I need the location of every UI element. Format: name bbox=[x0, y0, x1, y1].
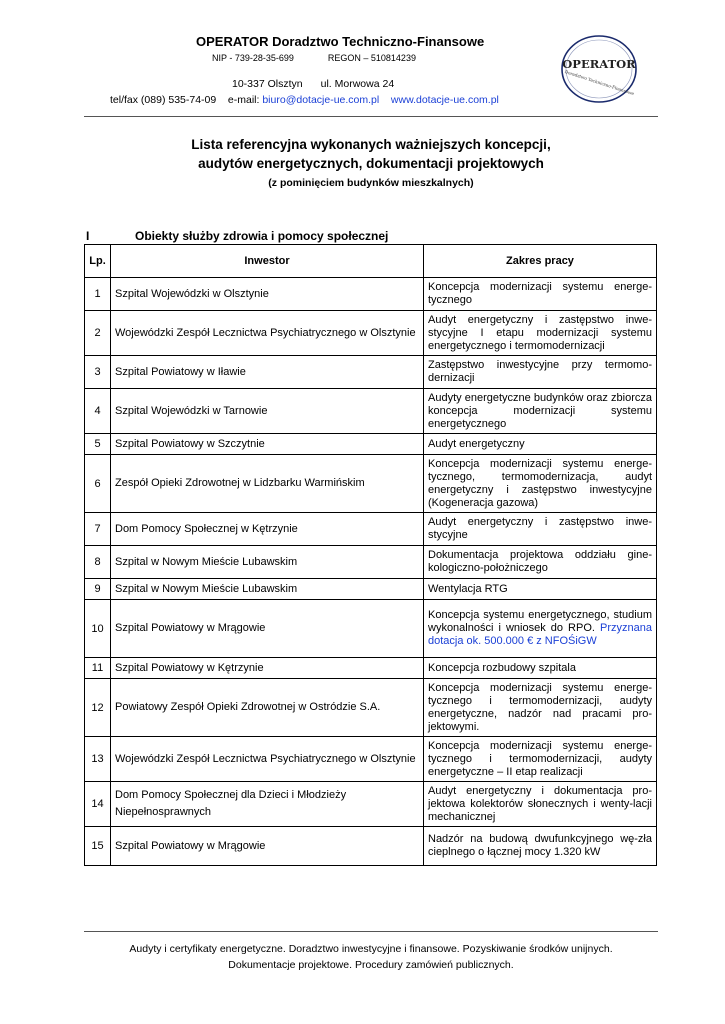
row-number: 10 bbox=[85, 600, 111, 658]
table-row bbox=[85, 782, 657, 827]
table-row bbox=[85, 658, 657, 679]
row-investor: Dom Pomocy Społecznej dla Dzieci i Młodzieży Niepełnosprawnych bbox=[111, 782, 424, 827]
section-title: Obiekty służby zdrowia i pomocy społecznej bbox=[135, 229, 389, 243]
row-number: 15 bbox=[85, 827, 111, 866]
table-row bbox=[85, 737, 657, 782]
row-scope: Audyt energetyczny i dokumentacja pro-jektowa kolektorów słonecznych i wenty-lacji mechanicznej bbox=[424, 782, 657, 827]
row-scope: Koncepcja modernizacji systemu energe-tycznego, termomodernizacja, audyt energetyczny i zastępstwo inwestycyjne (Kogeneracja gazowa) bbox=[424, 455, 657, 513]
row-investor: Dom Pomocy Społecznej w Kętrzynie bbox=[111, 513, 424, 546]
row-scope: Koncepcja modernizacji systemu energe-tycznego i termomodernizacji, audyty energetyczne – II etap realizacji bbox=[424, 737, 657, 782]
table-header-row bbox=[85, 245, 657, 278]
row-investor: Zespół Opieki Zdrowotnej w Lidzbarku Warmińskim bbox=[111, 455, 424, 513]
row-investor: Szpital Wojewódzki w Olsztynie bbox=[111, 278, 424, 311]
table-row bbox=[85, 356, 657, 389]
row-investor: Szpital w Nowym Mieście Lubawskim bbox=[111, 546, 424, 579]
table-row bbox=[85, 455, 657, 513]
table-row bbox=[85, 600, 657, 658]
row-investor: Wojewódzki Zespół Lecznictwa Psychiatrycznego w Olsztynie bbox=[111, 737, 424, 782]
regon-number: REGON – 510814239 bbox=[327, 53, 416, 63]
operator-logo bbox=[560, 34, 638, 104]
phone-fax: tel/fax (089) 535-74-09 bbox=[110, 94, 217, 106]
row-investor: Szpital w Nowym Mieście Lubawskim bbox=[111, 579, 424, 600]
table-row bbox=[85, 311, 657, 356]
column-header-scope: Zakres pracy bbox=[424, 245, 657, 278]
table-row bbox=[85, 513, 657, 546]
row-scope bbox=[424, 600, 657, 658]
header-divider bbox=[84, 116, 658, 117]
table-row bbox=[85, 389, 657, 434]
row-number: 5 bbox=[85, 434, 111, 455]
row-investor: Szpital Powiatowy w Mrągowie bbox=[111, 827, 424, 866]
email-label: e-mail: bbox=[227, 94, 260, 106]
row-scope: Audyt energetyczny i zastępstwo inwe-stycyjne I etapu modernizacji systemu energetycznego i termomodernizacji bbox=[424, 311, 657, 356]
table-row bbox=[85, 434, 657, 455]
document-title-line-1: Lista referencyjna wykonanych ważniejszych koncepcji, bbox=[191, 137, 551, 152]
row-investor: Szpital Powiatowy w Iławie bbox=[111, 356, 424, 389]
row-investor: Powiatowy Zespół Opieki Zdrowotnej w Ostródzie S.A. bbox=[111, 679, 424, 737]
logo-tagline: Doradztwo Techniczno-Finansowe bbox=[564, 68, 635, 97]
row-number: 9 bbox=[85, 579, 111, 600]
row-number: 11 bbox=[85, 658, 111, 679]
company-address bbox=[232, 78, 412, 90]
row-number: 4 bbox=[85, 389, 111, 434]
row-scope: Koncepcja modernizacji systemu energe-tycznego i termomodernizacji, audyty energetyczne, nadzór nad pracami pro-jektowymi. bbox=[424, 679, 657, 737]
row-number: 6 bbox=[85, 455, 111, 513]
company-ids bbox=[212, 53, 450, 63]
section-number: I bbox=[86, 229, 90, 243]
table-row bbox=[85, 679, 657, 737]
address-street: ul. Morwowa 24 bbox=[320, 78, 395, 90]
row-number: 8 bbox=[85, 546, 111, 579]
table-row bbox=[85, 579, 657, 600]
table-row bbox=[85, 546, 657, 579]
company-name: OPERATOR Doradztwo Techniczno-Finansowe bbox=[196, 34, 485, 49]
website-link[interactable]: www.dotacje-ue.com.pl bbox=[390, 94, 499, 106]
column-header-investor: Inwestor bbox=[111, 245, 424, 278]
footer-line-1: Audyty i certyfikaty energetyczne. Doradztwo inwestycyjne i finansowe. Pozyskiwanie środków unijnych. bbox=[129, 943, 613, 955]
row-investor: Szpital Powiatowy w Kętrzynie bbox=[111, 658, 424, 679]
row-number: 14 bbox=[85, 782, 111, 827]
row-number: 3 bbox=[85, 356, 111, 389]
row-number: 7 bbox=[85, 513, 111, 546]
nip-number: NIP - 739-28-35-699 bbox=[212, 53, 294, 63]
row-scope: Dokumentacja projektowa oddziału gine-kologiczno-położniczego bbox=[424, 546, 657, 579]
row-scope: Audyt energetyczny i zastępstwo inwe-stycyjne bbox=[424, 513, 657, 546]
document-title-line-2: audytów energetycznych, dokumentacji projektowych bbox=[198, 156, 544, 171]
address-city: 10-337 Olsztyn bbox=[232, 78, 303, 90]
row-number: 12 bbox=[85, 679, 111, 737]
reference-table bbox=[84, 244, 657, 866]
grant-highlight: Przyznana dotacja ok. 500.000 € z NFOŚiGW bbox=[428, 622, 652, 647]
row-investor: Szpital Wojewódzki w Tarnowie bbox=[111, 389, 424, 434]
row-scope: Audyt energetyczny bbox=[424, 434, 657, 455]
row-scope: Nadzór na budową dwufunkcyjnego wę-zła cieplnego o łącznej mocy 1.320 kW bbox=[424, 827, 657, 866]
row-investor: Szpital Powiatowy w Mrągowie bbox=[111, 600, 424, 658]
email-link[interactable]: biuro@dotacje-ue.com.pl bbox=[262, 94, 380, 106]
row-scope-text: Koncepcja systemu energetycznego, studium wykonalności i wniosek do RPO. bbox=[428, 609, 652, 634]
table-row bbox=[85, 827, 657, 866]
row-scope: Koncepcja rozbudowy szpitala bbox=[424, 658, 657, 679]
company-contact bbox=[110, 94, 499, 106]
row-scope: Wentylacja RTG bbox=[424, 579, 657, 600]
row-number: 2 bbox=[85, 311, 111, 356]
footer-line-2: Dokumentacje projektowe. Procedury zamówień publicznych. bbox=[228, 959, 514, 971]
table-row bbox=[85, 278, 657, 311]
row-scope: Koncepcja modernizacji systemu energe-tycznego bbox=[424, 278, 657, 311]
row-investor: Szpital Powiatowy w Szczytnie bbox=[111, 434, 424, 455]
row-number: 13 bbox=[85, 737, 111, 782]
row-investor: Wojewódzki Zespół Lecznictwa Psychiatrycznego w Olsztynie bbox=[111, 311, 424, 356]
row-scope: Audyty energetyczne budynków oraz zbiorcza koncepcja modernizacji systemu energetycznego bbox=[424, 389, 657, 434]
logo-name: OPERATOR bbox=[562, 57, 636, 71]
footer-divider bbox=[84, 931, 658, 932]
document-subtitle: (z pominięciem budynków mieszkalnych) bbox=[268, 177, 474, 189]
row-number: 1 bbox=[85, 278, 111, 311]
row-scope: Zastępstwo inwestycyjne przy termomo-dernizacji bbox=[424, 356, 657, 389]
column-header-lp: Lp. bbox=[85, 245, 111, 278]
